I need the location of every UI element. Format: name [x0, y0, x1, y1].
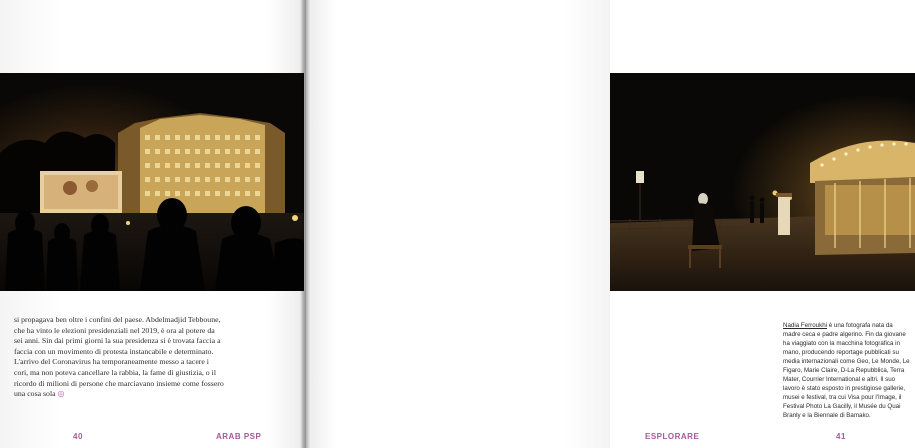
right-page — [305, 0, 910, 448]
body-line: sei anni. Sin dai primi giorni la sua presidenza si è trovata faccia a — [14, 336, 221, 346]
lit-building — [118, 113, 285, 223]
body-line: una cosa sola — [14, 389, 56, 399]
page-number-left: 40 — [73, 432, 83, 441]
running-head-left: ARAB PSP — [216, 432, 262, 441]
projection-screen — [40, 171, 122, 213]
bio-text: è una fotografa nata da madre ceca e padre algerino. Fin da giovane ha viaggiato con la macchina fotografica in mano, producendo reportage pubblicati su media internazionali come Geo, Le Monde, Le Figaro, Marie Claire, D-La Repubblica, Terra Mater, Courrier International e altri. Il suo lavoro è stato esposto in prestigiose gallerie, musei e festival, tra cui Visa pour l'Image, il Festival Photo La Gacilly, il Musée du Quai Branly e la Biennale di Bamako. — [783, 322, 910, 419]
end-mark-icon: ◎ — [57, 389, 65, 399]
night-photo-right — [610, 73, 915, 291]
article-body-text — [14, 315, 286, 400]
body-line-last — [14, 389, 286, 400]
photographer-bio — [783, 321, 911, 420]
body-line: faccia con un movimento di protesta instancabile e determinato. — [14, 346, 214, 356]
page-number-right: 41 — [836, 432, 846, 441]
body-line: L'arrivo del Coronavirus ha temporaneamente messo a tacere i — [14, 357, 209, 367]
left-page — [0, 0, 304, 448]
body-line: si propagava ben oltre i confini del paese. Abdelmadjid Tebboune, — [14, 315, 221, 324]
body-line: cori, ma non poteva cancellare la rabbia, la fame di giustizia, o il — [14, 367, 216, 377]
photographer-name: Nadia Ferroukhi — [783, 322, 828, 329]
body-line: che ha vinto le elezioni presidenziali nel 2019, è ora al potere da — [14, 325, 215, 335]
night-photo-left — [0, 73, 304, 291]
carousel — [810, 141, 915, 256]
book-gutter — [300, 0, 310, 448]
running-head-right: ESPLORARE — [645, 432, 700, 441]
body-line: ricordo di milioni di persone che marciavano insieme come fossero — [14, 378, 224, 388]
